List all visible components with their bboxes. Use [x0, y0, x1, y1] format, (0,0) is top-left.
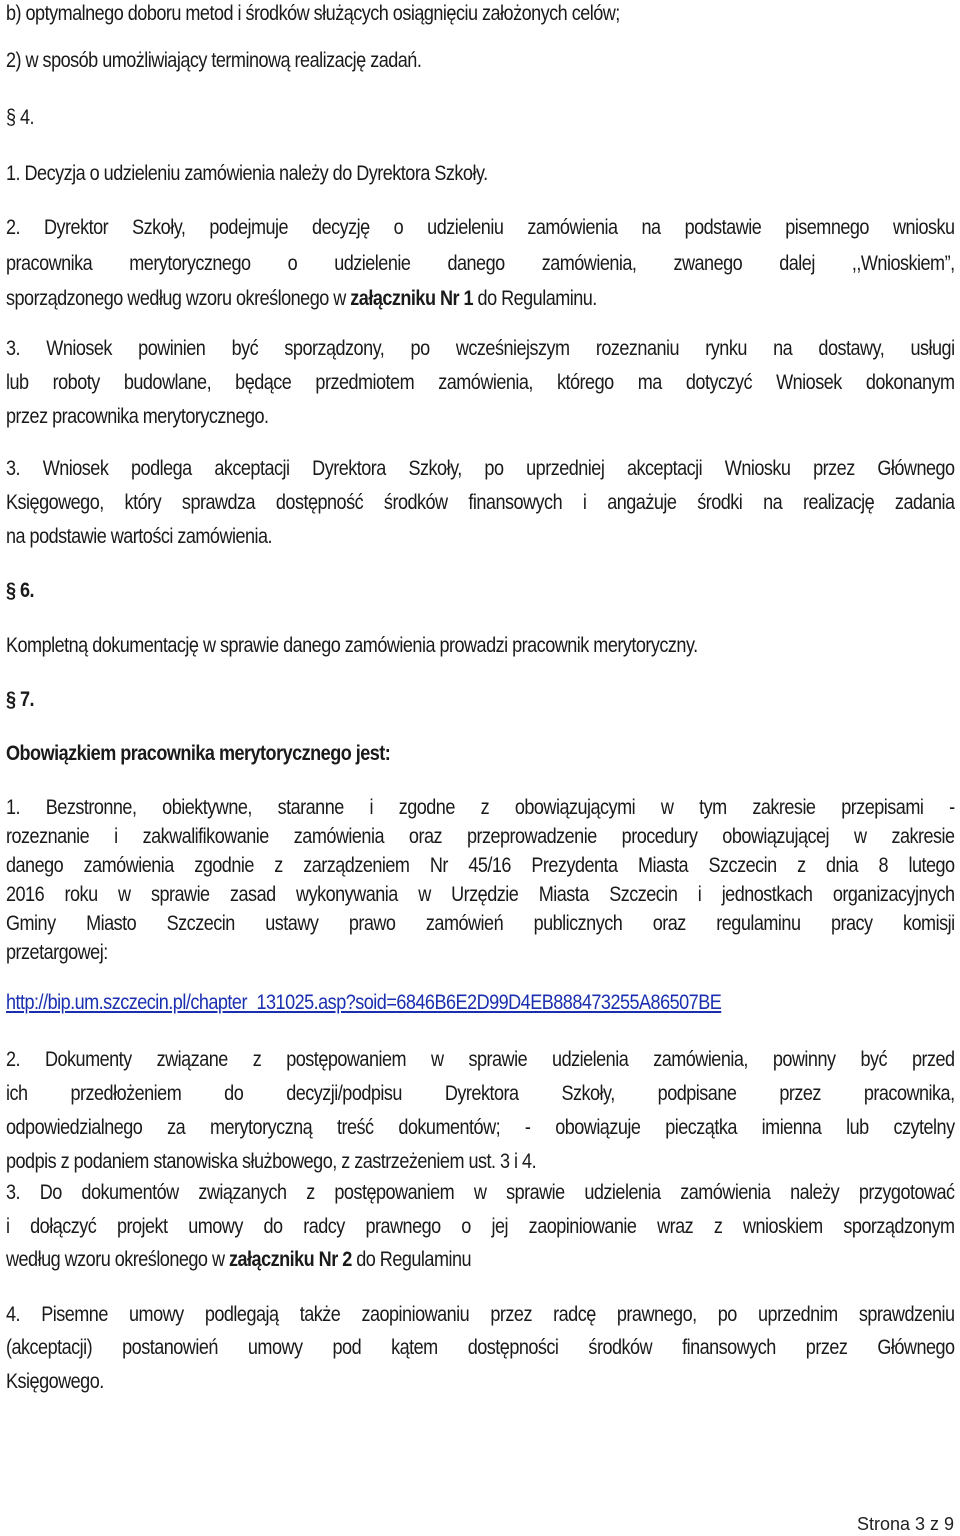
text-line: (akceptacji) postanowień umowy pod kątem dostępności środków finansowych przez Głównego — [6, 1336, 955, 1359]
text-line: 2. Dyrektor Szkoły, podejmuje decyzję o udzieleniu zamówienia na podstawie pisemnego wniosku — [6, 216, 955, 239]
text-line: 2) w sposób umożliwiający terminową realizację zadań. — [6, 49, 422, 72]
text-line — [6, 989, 822, 1017]
text-line: 1. Bezstronne, obiektywne, staranne i zgodne z obowiązującymi w tym zakresie przepisami - — [6, 796, 955, 819]
section-marker: § 6. — [6, 579, 35, 602]
text-line: 3. Wniosek podlega akceptacji Dyrektora Szkoły, po uprzedniej akceptacji Wniosku przez Głównego — [6, 457, 955, 480]
attachment-reference: załączniku Nr 1 — [350, 287, 474, 310]
text-line: rozeznanie i zakwalifikowanie zamówienia oraz przeprowadzenie procedury obowiązującej w zakresie — [6, 825, 955, 848]
text-line: Gminy Miasto Szczecin ustawy prawo zamówień publicznych oraz regulaminu pracy komisji — [6, 912, 955, 935]
text-line — [6, 285, 822, 313]
text-line: Księgowego, który sprawdza dostępność środków finansowych i angażuje środki na realizację zadania — [6, 491, 955, 514]
page-number: Strona 3 z 9 — [856, 1514, 954, 1534]
text-line: na podstawie wartości zamówienia. — [6, 525, 273, 548]
text-line: 4. Pisemne umowy podlegają także zaopiniowaniu przez radcę prawnego, po uprzednim sprawdzeniu — [6, 1303, 955, 1326]
text-line: 3. Do dokumentów związanych z postępowaniem w sprawie udzielenia zamówienia należy przygotować — [6, 1181, 955, 1204]
text-line: ich przedłożeniem do decyzji/podpisu Dyrektora Szkoły, podpisane przez pracownika, — [6, 1082, 955, 1105]
section-heading: Obowiązkiem pracownika merytorycznego jest: — [6, 742, 391, 765]
text-line: b) optymalnego doboru metod i środków służących osiągnięciu założonych celów; — [6, 2, 620, 25]
text-line: 2016 roku w sprawie zasad wykonywania w Urzędzie Miasta Szczecin i jednostkach organizacyjnych — [6, 883, 955, 906]
text-line: danego zamówienia zgodnie z zarządzeniem Nr 45/16 Prezydenta Miasta Szczecin z dnia 8 lutego — [6, 854, 955, 877]
text-line: podpis z podaniem stanowiska służbowego, z zastrzeżeniem ust. 3 i 4. — [6, 1150, 537, 1173]
text-span: do Regulaminu — [351, 1248, 472, 1271]
section-marker: § 7. — [6, 688, 35, 711]
text-line: lub roboty budowlane, będące przedmiotem zamówienia, którego ma dotyczyć Wniosek dokonanym — [6, 371, 955, 394]
text-line: przetargowej: — [6, 941, 108, 964]
text-line: 2. Dokumenty związane z postępowaniem w sprawie udzielenia zamówienia, powinny być przed — [6, 1048, 955, 1071]
text-span: sporządzonego według wzoru określonego w — [6, 287, 351, 310]
text-line: Księgowego. — [6, 1370, 104, 1393]
attachment-reference: załączniku Nr 2 — [228, 1248, 352, 1271]
text-line: pracownika merytorycznego o udzielenie danego zamówienia, zwanego dalej ,,Wnioskiem”, — [6, 252, 955, 275]
section-marker: § 4. — [6, 106, 35, 129]
text-line: i dołączyć projekt umowy do radcy prawnego o jej zaopiniowanie wraz z wnioskiem sporządzonym — [6, 1215, 955, 1238]
text-line: 3. Wniosek powinien być sporządzony, po wcześniejszym rozeznaniu rynku na dostawy, usługi — [6, 337, 955, 360]
text-line — [6, 1246, 822, 1274]
text-line: 1. Decyzja o udzieleniu zamówienia należy do Dyrektora Szkoły. — [6, 162, 488, 185]
text-span: do Regulaminu. — [473, 287, 597, 310]
text-line: przez pracownika merytorycznego. — [6, 405, 269, 428]
text-span: według wzoru określonego w — [6, 1248, 229, 1271]
text-line: Kompletną dokumentację w sprawie danego zamówienia prowadzi pracownik merytoryczny. — [6, 634, 698, 657]
bip-link[interactable]: http://bip.um.szczecin.pl/chapter_131025.asp?soid=6846B6E2D99D4EB888473255A86507BE — [6, 991, 722, 1014]
text-line: odpowiedzialnego za merytoryczną treść dokumentów; - obowiązuje pieczątka imienna lub czytelny — [6, 1116, 955, 1139]
